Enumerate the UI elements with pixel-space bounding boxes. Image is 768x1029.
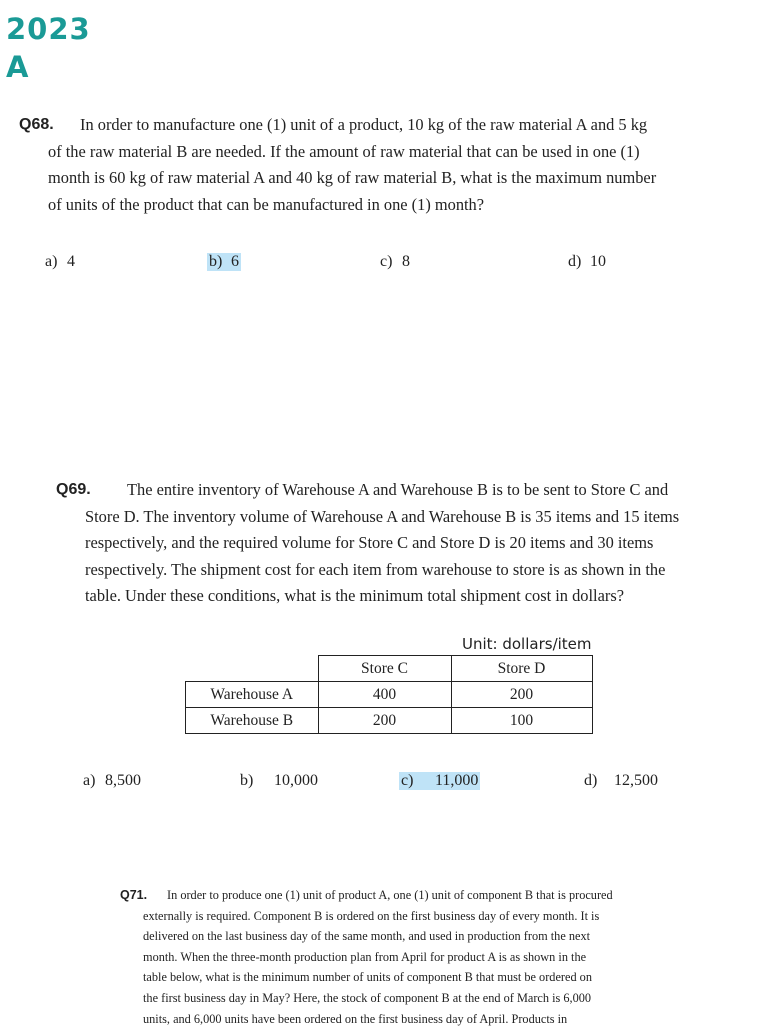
question-line: delivered on the last business day of the same month, and used in production from the next (143, 929, 591, 944)
shipment-cost-table (185, 655, 593, 734)
question-line: table below, what is the minimum number of units of component B that must be ordered on (143, 970, 592, 985)
table-unit-label: Unit: dollars/item (462, 635, 592, 653)
table-cell: 400 (318, 682, 451, 708)
question-line: respectively, and the required volume for Store C and Store D is 20 items and 30 items (85, 533, 654, 552)
header-section: A (6, 50, 30, 84)
table-header-row (186, 656, 593, 682)
table-cell: 100 (451, 708, 592, 734)
question-line: In order to produce one (1) unit of product A, one (1) unit of component B that is procured (167, 888, 613, 902)
question-number: Q68. (19, 116, 54, 133)
question-line: table. Under these conditions, what is the minimum total shipment cost in dollars? (85, 586, 624, 605)
question-line: The entire inventory of Warehouse A and Warehouse B is to be sent to Store C and (127, 480, 669, 499)
question-text (85, 477, 679, 610)
question-text (143, 885, 613, 1029)
table-header-cell: Store C (318, 656, 451, 682)
answer-choice[interactable] (380, 253, 410, 271)
table-row-label: Warehouse B (186, 708, 319, 734)
choice-value: 10 (590, 253, 606, 270)
answer-choice[interactable] (568, 253, 606, 271)
question-text (48, 112, 656, 218)
choice-tag: b) (209, 253, 223, 270)
choice-tag: d) (568, 253, 582, 270)
question-line: respectively. The shipment cost for each item from warehouse to store is as shown in the (85, 559, 666, 579)
choice-value: 10,000 (274, 772, 318, 789)
table-row (186, 682, 593, 708)
question-line: of units of the product that can be manufactured in one (1) month? (48, 194, 485, 214)
table-corner-cell (186, 656, 319, 682)
choice-tag: b) (240, 772, 254, 789)
choice-tag: c) (401, 772, 414, 789)
choice-tag: a) (45, 253, 58, 270)
question-line: of the raw material B are needed. If the amount of raw material that can be used in one (1) (48, 141, 640, 161)
table-cell: 200 (451, 682, 592, 708)
choice-value: 8 (402, 253, 410, 270)
choice-tag: c) (380, 253, 393, 270)
header-year: 2023 (6, 12, 91, 46)
table-header-cell: Store D (451, 656, 592, 682)
question-line: month. When the three-month production plan from April for product A is as shown in the (143, 949, 587, 964)
table-cell: 200 (318, 708, 451, 734)
table-row-label: Warehouse A (186, 682, 319, 708)
answer-choice-selected[interactable] (399, 772, 480, 790)
question-line: units, and 6,000 units have been ordered on the first business day of April. Products in (143, 1011, 568, 1026)
page-header (6, 10, 126, 86)
choice-value: 8,500 (105, 772, 141, 789)
question-number: Q69. (56, 481, 91, 498)
answer-choice[interactable] (83, 772, 141, 790)
question-line: Store D. The inventory volume of Warehouse A and Warehouse B is 35 items and 15 items (85, 506, 680, 526)
table-row (186, 708, 593, 734)
choice-tag: a) (83, 772, 96, 789)
answer-choice-selected[interactable] (207, 253, 241, 271)
choice-value: 11,000 (435, 772, 479, 789)
answer-choice[interactable] (45, 253, 75, 271)
choice-value: 12,500 (614, 772, 658, 789)
choice-value: 4 (67, 253, 75, 270)
choice-value: 6 (231, 253, 239, 270)
question-line: month is 60 kg of raw material A and 40 kg of raw material B, what is the maximum number (48, 168, 657, 187)
answer-choice[interactable] (240, 772, 318, 790)
answer-choice[interactable] (584, 772, 658, 790)
question-line: externally is required. Component B is ordered on the first business day of every month. It is (143, 908, 600, 923)
question-line: the first business day in May? Here, the stock of component B at the end of March is 6,000 (143, 990, 592, 1005)
question-number: Q71. (120, 888, 148, 902)
choice-tag: d) (584, 772, 598, 789)
question-line: In order to manufacture one (1) unit of a product, 10 kg of the raw material A and 5 kg (80, 115, 648, 134)
